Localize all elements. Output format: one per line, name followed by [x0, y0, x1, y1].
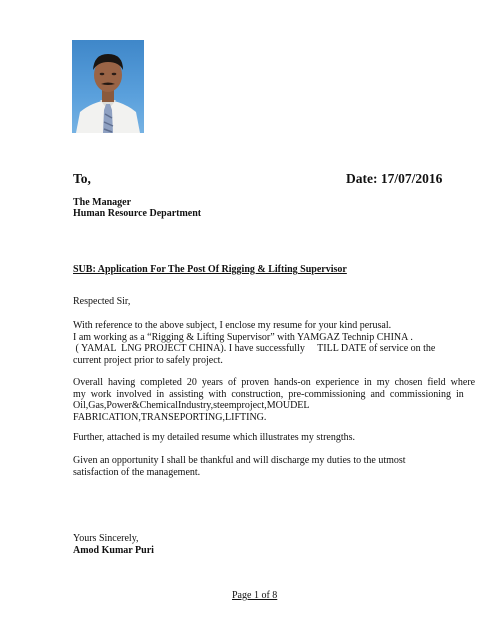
to-label: To,: [73, 171, 91, 186]
paragraph-line: my work involved in assisting with construction, pre-commissioning and commissioning in: [73, 388, 464, 400]
paragraph-reference: [73, 320, 435, 366]
paragraph-line: Given an opportunity I shall be thankful and will discharge my duties to the utmost: [73, 455, 406, 466]
paragraph-line: current project prior to safely project.: [73, 354, 223, 366]
letter-date: Date: 17/07/2016: [346, 171, 443, 186]
salutation: Respected Sir,: [73, 296, 131, 307]
signature-name: Amod Kumar Puri: [73, 545, 154, 556]
paragraph-line: satisfaction of the management.: [73, 466, 201, 478]
paragraph-opportunity: [73, 455, 406, 478]
paragraph-experience: [73, 377, 475, 423]
closing: Yours Sincerely,: [73, 533, 139, 544]
paragraph-line: Overall having completed 20 years of proven hands-on experience in my chosen field where: [73, 377, 476, 388]
recipient-title: The Manager: [73, 197, 132, 208]
page-number: Page 1 of 8: [232, 590, 278, 601]
subject-line: SUB: Application For The Post Of Rigging & Lifting Supervisor: [73, 264, 347, 275]
applicant-photo: [72, 40, 144, 133]
paragraph-line: With reference to the above subject, I enclose my resume for your kind perusal.: [73, 320, 392, 331]
paragraph-line: I am working as a “Rigging & Lifting Supervisor” with YAMGAZ Technip CHINA .: [73, 331, 413, 343]
paragraph-resume: Further, attached is my detailed resume which illustrates my strengths.: [73, 432, 356, 443]
paragraph-line: ( YAMAL LNG PROJECT CHINA). I have successfully TILL DATE of service on the: [73, 343, 436, 355]
recipient-department: Human Resource Department: [73, 208, 202, 219]
paragraph-line: Oil,Gas,Power&ChemicalIndustry,steemproject,MOUDEL: [73, 400, 310, 412]
paragraph-line: FABRICATION,TRANSEPORTING,LIFTING.: [73, 411, 267, 423]
